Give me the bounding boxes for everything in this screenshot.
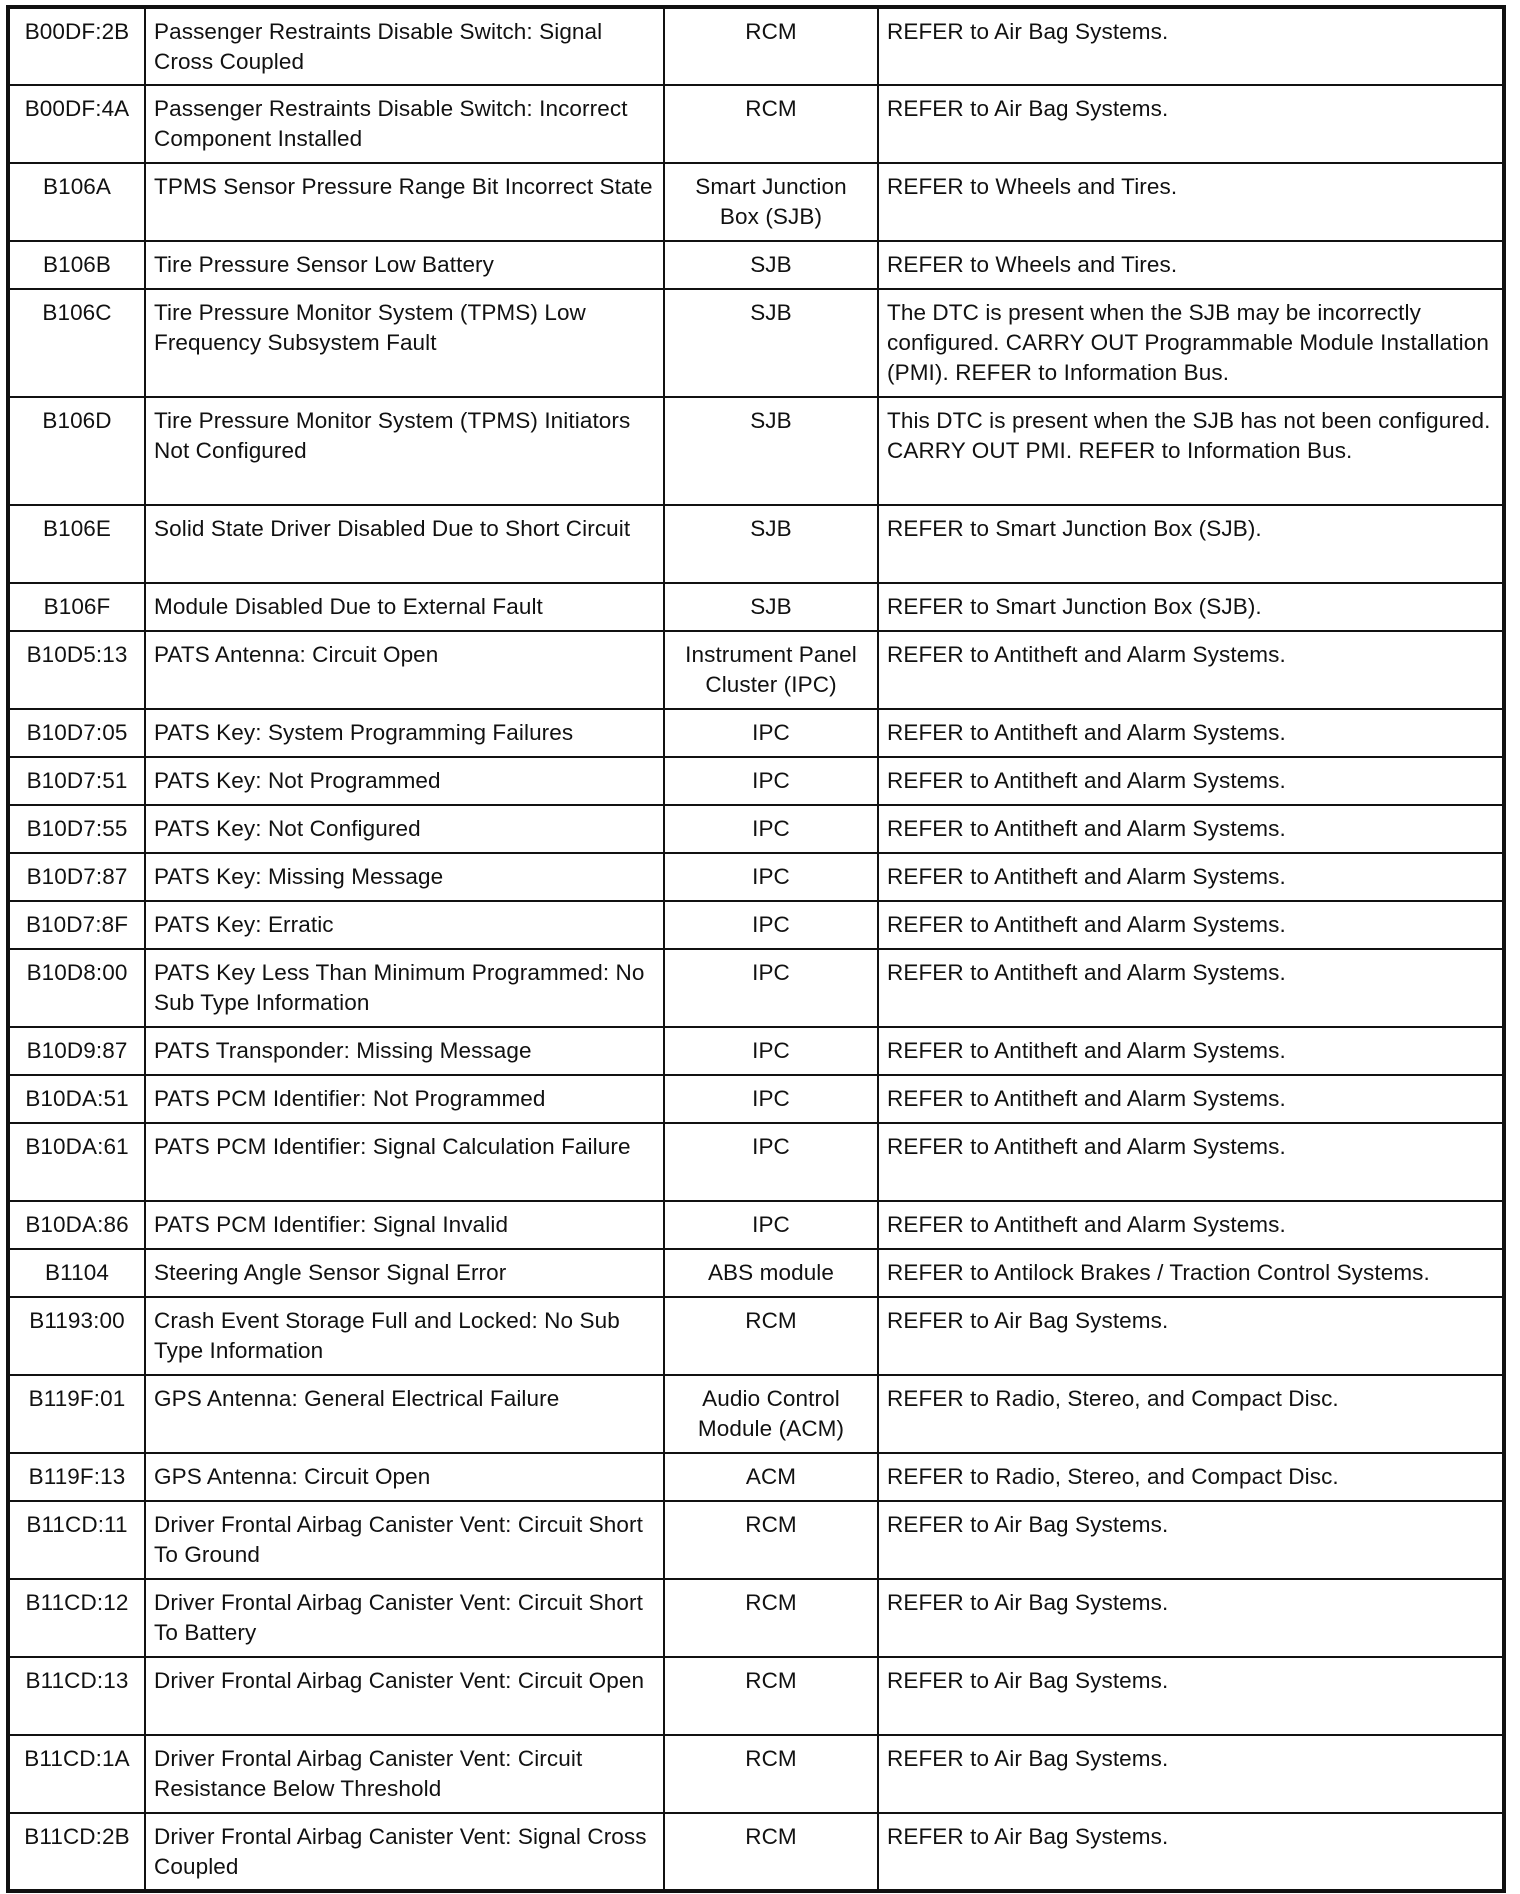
dtc-description-cell: PATS PCM Identifier: Signal Calculation Failure bbox=[145, 1123, 664, 1201]
dtc-code-cell: B00DF:4A bbox=[8, 85, 145, 163]
dtc-description-cell: PATS Key: Missing Message bbox=[145, 853, 664, 901]
dtc-module-cell: RCM bbox=[664, 1501, 878, 1579]
dtc-description-cell: PATS Key: Not Programmed bbox=[145, 757, 664, 805]
table-row bbox=[8, 1249, 1504, 1297]
dtc-action-cell: REFER to Antitheft and Alarm Systems. bbox=[878, 949, 1504, 1027]
table-row bbox=[8, 1501, 1504, 1579]
table-row bbox=[8, 505, 1504, 583]
dtc-module-cell: IPC bbox=[664, 1123, 878, 1201]
dtc-description-cell: TPMS Sensor Pressure Range Bit Incorrect State bbox=[145, 163, 664, 241]
dtc-code-cell: B11CD:1A bbox=[8, 1735, 145, 1813]
dtc-module-cell: RCM bbox=[664, 1579, 878, 1657]
dtc-module-cell: Audio Control Module (ACM) bbox=[664, 1375, 878, 1453]
table-row bbox=[8, 709, 1504, 757]
dtc-action-cell: REFER to Radio, Stereo, and Compact Disc. bbox=[878, 1375, 1504, 1453]
dtc-module-cell: SJB bbox=[664, 289, 878, 397]
dtc-description-cell: Crash Event Storage Full and Locked: No Sub Type Information bbox=[145, 1297, 664, 1375]
dtc-action-cell: REFER to Antitheft and Alarm Systems. bbox=[878, 631, 1504, 709]
dtc-module-cell: IPC bbox=[664, 757, 878, 805]
table-row bbox=[8, 1027, 1504, 1075]
table-row bbox=[8, 289, 1504, 397]
dtc-code-cell: B10D7:87 bbox=[8, 853, 145, 901]
dtc-code-cell: B1193:00 bbox=[8, 1297, 145, 1375]
dtc-code-cell: B10D5:13 bbox=[8, 631, 145, 709]
dtc-code-cell: B00DF:2B bbox=[8, 7, 145, 85]
dtc-module-cell: IPC bbox=[664, 1027, 878, 1075]
table-row bbox=[8, 1735, 1504, 1813]
dtc-module-cell: IPC bbox=[664, 709, 878, 757]
dtc-action-cell: REFER to Wheels and Tires. bbox=[878, 241, 1504, 289]
dtc-code-cell: B10DA:51 bbox=[8, 1075, 145, 1123]
table-row bbox=[8, 1453, 1504, 1501]
dtc-code-cell: B11CD:2B bbox=[8, 1813, 145, 1891]
dtc-module-cell: IPC bbox=[664, 805, 878, 853]
dtc-action-cell: This DTC is present when the SJB has not been configured. CARRY OUT PMI. REFER to Information Bus. bbox=[878, 397, 1504, 505]
dtc-code-cell: B119F:01 bbox=[8, 1375, 145, 1453]
dtc-action-cell: REFER to Smart Junction Box (SJB). bbox=[878, 583, 1504, 631]
dtc-action-cell: REFER to Smart Junction Box (SJB). bbox=[878, 505, 1504, 583]
dtc-module-cell: RCM bbox=[664, 1813, 878, 1891]
table-row bbox=[8, 397, 1504, 505]
dtc-code-cell: B106A bbox=[8, 163, 145, 241]
dtc-module-cell: IPC bbox=[664, 949, 878, 1027]
dtc-action-cell: REFER to Antitheft and Alarm Systems. bbox=[878, 1201, 1504, 1249]
dtc-description-cell: GPS Antenna: Circuit Open bbox=[145, 1453, 664, 1501]
dtc-module-cell: IPC bbox=[664, 853, 878, 901]
dtc-action-cell: REFER to Antitheft and Alarm Systems. bbox=[878, 1123, 1504, 1201]
dtc-description-cell: Driver Frontal Airbag Canister Vent: Circuit Resistance Below Threshold bbox=[145, 1735, 664, 1813]
dtc-description-cell: PATS PCM Identifier: Not Programmed bbox=[145, 1075, 664, 1123]
table-row bbox=[8, 163, 1504, 241]
dtc-code-cell: B106C bbox=[8, 289, 145, 397]
dtc-code-cell: B10D7:8F bbox=[8, 901, 145, 949]
table-row bbox=[8, 757, 1504, 805]
dtc-action-cell: REFER to Antilock Brakes / Traction Control Systems. bbox=[878, 1249, 1504, 1297]
dtc-action-cell: REFER to Air Bag Systems. bbox=[878, 1735, 1504, 1813]
dtc-description-cell: PATS Key: System Programming Failures bbox=[145, 709, 664, 757]
dtc-description-cell: Tire Pressure Monitor System (TPMS) Low Frequency Subsystem Fault bbox=[145, 289, 664, 397]
dtc-module-cell: RCM bbox=[664, 1657, 878, 1735]
table-row bbox=[8, 1075, 1504, 1123]
dtc-action-cell: REFER to Air Bag Systems. bbox=[878, 1297, 1504, 1375]
dtc-action-cell: REFER to Antitheft and Alarm Systems. bbox=[878, 1027, 1504, 1075]
dtc-code-cell: B11CD:13 bbox=[8, 1657, 145, 1735]
dtc-description-cell: Module Disabled Due to External Fault bbox=[145, 583, 664, 631]
dtc-module-cell: IPC bbox=[664, 1201, 878, 1249]
table-row bbox=[8, 1201, 1504, 1249]
dtc-description-cell: Steering Angle Sensor Signal Error bbox=[145, 1249, 664, 1297]
dtc-module-cell: RCM bbox=[664, 1297, 878, 1375]
table-row bbox=[8, 949, 1504, 1027]
dtc-code-cell: B106E bbox=[8, 505, 145, 583]
table-row bbox=[8, 241, 1504, 289]
dtc-description-cell: PATS PCM Identifier: Signal Invalid bbox=[145, 1201, 664, 1249]
table-row bbox=[8, 1375, 1504, 1453]
dtc-action-cell: REFER to Antitheft and Alarm Systems. bbox=[878, 709, 1504, 757]
dtc-code-cell: B11CD:12 bbox=[8, 1579, 145, 1657]
dtc-description-cell: PATS Antenna: Circuit Open bbox=[145, 631, 664, 709]
dtc-module-cell: RCM bbox=[664, 1735, 878, 1813]
dtc-code-cell: B106D bbox=[8, 397, 145, 505]
dtc-module-cell: ABS module bbox=[664, 1249, 878, 1297]
dtc-description-cell: GPS Antenna: General Electrical Failure bbox=[145, 1375, 664, 1453]
table-row bbox=[8, 1297, 1504, 1375]
table-row bbox=[8, 1813, 1504, 1891]
table-row bbox=[8, 853, 1504, 901]
dtc-description-cell: Driver Frontal Airbag Canister Vent: Circuit Short To Battery bbox=[145, 1579, 664, 1657]
dtc-action-cell: REFER to Air Bag Systems. bbox=[878, 1813, 1504, 1891]
table-row bbox=[8, 583, 1504, 631]
dtc-module-cell: IPC bbox=[664, 1075, 878, 1123]
dtc-table-body bbox=[8, 7, 1504, 1891]
dtc-code-cell: B10D7:05 bbox=[8, 709, 145, 757]
dtc-module-cell: RCM bbox=[664, 7, 878, 85]
dtc-code-cell: B10D7:55 bbox=[8, 805, 145, 853]
dtc-action-cell: REFER to Air Bag Systems. bbox=[878, 85, 1504, 163]
dtc-code-cell: B11CD:11 bbox=[8, 1501, 145, 1579]
dtc-description-cell: Passenger Restraints Disable Switch: Signal Cross Coupled bbox=[145, 7, 664, 85]
dtc-module-cell: SJB bbox=[664, 397, 878, 505]
table-row bbox=[8, 805, 1504, 853]
dtc-description-cell: PATS Key: Not Configured bbox=[145, 805, 664, 853]
dtc-description-cell: Solid State Driver Disabled Due to Short Circuit bbox=[145, 505, 664, 583]
dtc-module-cell: SJB bbox=[664, 505, 878, 583]
dtc-module-cell: RCM bbox=[664, 85, 878, 163]
table-row bbox=[8, 85, 1504, 163]
dtc-module-cell: IPC bbox=[664, 901, 878, 949]
dtc-code-cell: B106B bbox=[8, 241, 145, 289]
dtc-module-cell: SJB bbox=[664, 583, 878, 631]
dtc-code-cell: B10D9:87 bbox=[8, 1027, 145, 1075]
table-row bbox=[8, 631, 1504, 709]
table-row bbox=[8, 7, 1504, 85]
dtc-description-cell: PATS Key Less Than Minimum Programmed: No Sub Type Information bbox=[145, 949, 664, 1027]
dtc-code-cell: B10D8:00 bbox=[8, 949, 145, 1027]
dtc-action-cell: REFER to Wheels and Tires. bbox=[878, 163, 1504, 241]
dtc-code-cell: B106F bbox=[8, 583, 145, 631]
table-row bbox=[8, 901, 1504, 949]
dtc-code-cell: B1104 bbox=[8, 1249, 145, 1297]
dtc-description-cell: Driver Frontal Airbag Canister Vent: Circuit Open bbox=[145, 1657, 664, 1735]
dtc-description-cell: Tire Pressure Monitor System (TPMS) Initiators Not Configured bbox=[145, 397, 664, 505]
dtc-description-cell: Driver Frontal Airbag Canister Vent: Circuit Short To Ground bbox=[145, 1501, 664, 1579]
dtc-table bbox=[6, 5, 1506, 1893]
dtc-description-cell: Passenger Restraints Disable Switch: Incorrect Component Installed bbox=[145, 85, 664, 163]
dtc-description-cell: PATS Transponder: Missing Message bbox=[145, 1027, 664, 1075]
dtc-action-cell: REFER to Antitheft and Alarm Systems. bbox=[878, 853, 1504, 901]
dtc-action-cell: REFER to Radio, Stereo, and Compact Disc. bbox=[878, 1453, 1504, 1501]
dtc-module-cell: Smart Junction Box (SJB) bbox=[664, 163, 878, 241]
dtc-code-cell: B119F:13 bbox=[8, 1453, 145, 1501]
dtc-action-cell: REFER to Air Bag Systems. bbox=[878, 1501, 1504, 1579]
table-row bbox=[8, 1579, 1504, 1657]
dtc-code-cell: B10DA:61 bbox=[8, 1123, 145, 1201]
dtc-action-cell: REFER to Antitheft and Alarm Systems. bbox=[878, 901, 1504, 949]
dtc-code-cell: B10D7:51 bbox=[8, 757, 145, 805]
dtc-description-cell: PATS Key: Erratic bbox=[145, 901, 664, 949]
dtc-action-cell: REFER to Antitheft and Alarm Systems. bbox=[878, 757, 1504, 805]
dtc-action-cell: REFER to Antitheft and Alarm Systems. bbox=[878, 805, 1504, 853]
dtc-description-cell: Driver Frontal Airbag Canister Vent: Signal Cross Coupled bbox=[145, 1813, 664, 1891]
dtc-code-cell: B10DA:86 bbox=[8, 1201, 145, 1249]
dtc-module-cell: Instrument Panel Cluster (IPC) bbox=[664, 631, 878, 709]
dtc-action-cell: REFER to Antitheft and Alarm Systems. bbox=[878, 1075, 1504, 1123]
dtc-action-cell: REFER to Air Bag Systems. bbox=[878, 7, 1504, 85]
dtc-action-cell: REFER to Air Bag Systems. bbox=[878, 1579, 1504, 1657]
dtc-module-cell: SJB bbox=[664, 241, 878, 289]
dtc-description-cell: Tire Pressure Sensor Low Battery bbox=[145, 241, 664, 289]
dtc-action-cell: The DTC is present when the SJB may be incorrectly configured. CARRY OUT Programmable Module Installation (PMI). REFER to Information Bus. bbox=[878, 289, 1504, 397]
dtc-module-cell: ACM bbox=[664, 1453, 878, 1501]
dtc-action-cell: REFER to Air Bag Systems. bbox=[878, 1657, 1504, 1735]
table-row bbox=[8, 1657, 1504, 1735]
table-row bbox=[8, 1123, 1504, 1201]
